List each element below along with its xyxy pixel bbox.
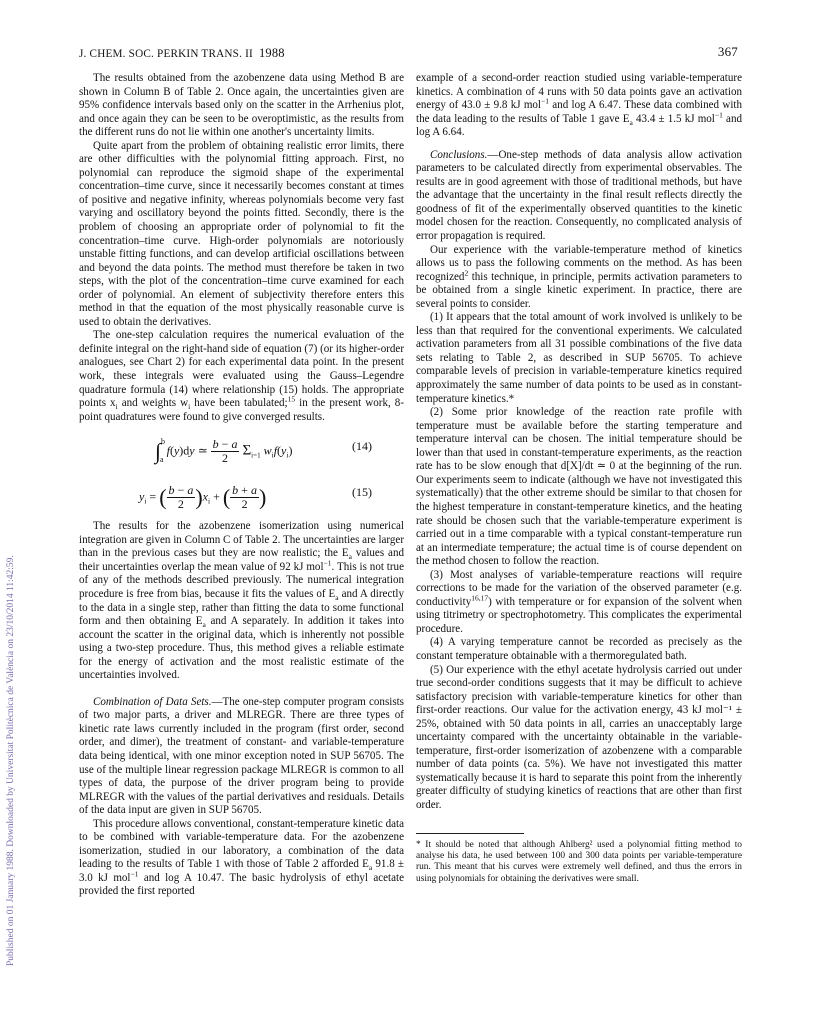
footnote-divider	[416, 833, 524, 834]
paragraph: The one-step calculation requires the numerical evaluation of the definite integral on the right-hand side of equation (7) (or its higher-order analogues, see Chart 2) for each experimental data point. In the present work, these integrals were evaluated using the Gauss–Legendre quadrature formula (14) where relationship (15) holds. The appropriate points $x_i$ and weights $w_i$ have been tabulated;$^{15}$ in the present work, 8-point quadratures were found to give converged results.	[79, 329, 404, 423]
publication-stamp	[6, 96, 18, 976]
section-title: Combination of Data Sets.	[93, 695, 212, 708]
section-paragraph: Conclusions.—One-step methods of data analysis allow activation parameters to be calculated directly from experimental observables. The results are in good agreement with those of traditional methods, but have the advantage that the uncertainty in the final result reflects directly the goodness of fit of the experimentally observed quantities to the kinetic model chosen for the reaction. Consequently, no complicated analysis of error propagation is required.	[416, 148, 742, 243]
publication-stamp-text: Published on 01 January 1988. Downloaded by Universitat Politècnica de València on 23/10/2014 11:42:59.	[6, 555, 16, 966]
list-item: (4) A varying temperature cannot be recorded as precisely as the constant temperature obtainable with a thermoregulated bath.	[416, 636, 742, 662]
paragraph: Quite apart from the problem of obtaining realistic error limits, there are other difficulties with the polynomial fitting approach. First, no polynomial can reproduce the sigmoid shape of the experimental concentration–time curve, since it necessarily becomes constant at times of positive and negative infinity, whereas polynomials become very fast varying and oscillatory beyond the points fitted. Secondly, there is the problem of choosing an appropriate order of polynomial to fit the concentration–time curve. High-order polynomials are notoriously unstable fitting functions, and can develop artificial oscillations between and beyond the data points. The method must therefore be taken in two steps, with the plot of the concentration–time curve examined for each order of polynomial. An element of subjectivity therefore enters this method in that the equation of the most physically reasonable curve is used to obtain the derivatives.	[79, 139, 404, 328]
paragraph: The results obtained from the azobenzene data using Method B are shown in Column B of Table 2. Once again, the uncertainties given are 95% confidence intervals based only on the scatter in the Arrhenius plot, and once again they can be seen to be overoptimistic, as the results from the different runs do not lie within one another's uncertainty limits.	[79, 72, 404, 139]
journal-name: J. CHEM. SOC. PERKIN TRANS. II 1988	[79, 46, 285, 60]
equation-14: ∫$^b_a$ f(y)dy ≃ $\frac{b - a}{2}$ $\Sigma_{i=1}$ $w_if(y_i)$ (14)	[155, 437, 372, 466]
running-header	[79, 46, 738, 62]
list-item: (3) Most analyses of variable-temperature reactions will require corrections to be made for the variation of the observed parameter (e.g. conductivity$^{16,17}$) with temperature or for expansion of the solvent when using titrimetry or spectrophotometry. This complicates the experimental procedure.	[416, 568, 742, 635]
paragraph: This procedure allows conventional, constant-temperature kinetic data to be combined with variable-temperature data. For the azobenzene isomerization, studied in our laboratory, a combination of the data leading to the results of Table 1 with those of Table 2 afforded $E_a$ 91.8 ± 3.0 kJ mol$^{-1}$ and log A 10.47. The basic hydrolysis of ethyl acetate provided the first reported	[79, 817, 404, 898]
citation[interactable]: 15	[287, 394, 296, 404]
list-item: (2) Some prior knowledge of the reaction rate profile with temperature must be available before the starting temperature and temperature interval can be chosen. The initial temperature should be lower than that used in constant-temperature experiments, as the reaction rate has to be slow enough that d[X]/dt ≃ 0 at the beginning of the run. Our experiments seem to indicate (although we have not investigated this systematically) that the other extreme should be similar to that chosen for the highest temperature in constant-temperature kinetics, and the heating rate should be chosen such that the variable-temperature experiment is carried out in a time comparable with a typical constant-temperature run at an intermediate temperature; the actual time is of course dependent on the method chosen to follow the reaction.	[416, 406, 742, 568]
footnote: * It should be noted that although Ahlberg² used a polynomial fitting method to analyse his data, he used between 100 and 300 data points per variable-temperature run. This meant that his curves were extremely well defined, and thus the errors in using polynomials for obtaining the derivatives were small.	[416, 839, 742, 884]
citation[interactable]: 16,17	[471, 593, 489, 603]
paragraph: The results for the azobenzene isomerization using numerical integration are given in Column C of Table 2. The uncertainties are larger than in the previous cases but they are now realistic; the $E_a$ values and their uncertainties overlap the mean value of 92 kJ mol$^{-1}$. This is not true of any of the methods described previously. The numerical integration procedure is free from bias, because it fits the values of $E_a$ and A directly to the data in a single step, rather than fitting the data to some functional form and then obtaining $E_a$ and A separately. In addition it takes into account the scatter in the original data, which is inherently not possible using a two-step procedure. Thus, this method gives a reliable estimate for the energy of activation and the most realistic estimate of the uncertainties involved.	[79, 520, 405, 682]
paragraph: Our experience with the variable-temperature method of kinetics allows us to pass the following comments on the method. As has been recognized$^2$ this technique, in principle, permits activation parameters to be obtained from a single kinetic experiment. In practice, there are several points to consider.	[416, 243, 742, 310]
equation-15: $y_i$ = ( $\frac{b - a}{2}$ )$x_i$ + ( $\frac{b + a}{2}$ ) (15)	[139, 483, 372, 512]
right-column	[416, 72, 742, 885]
section-title: Conclusions.	[430, 148, 488, 161]
page-number: 367	[717, 44, 738, 59]
left-column	[79, 72, 404, 899]
list-item: (1) It appears that the total amount of work involved is unlikely to be less than that required for the conventional experiments. We calculated activation parameters from all 31 possible combinations of the five data sets relating to Table 2, as described in SUP 56705. To achieve comparable levels of precision in variable-temperature kinetics required approximately the same number of data points to be used as in constant-temperature kinetics.*	[416, 311, 742, 405]
journal-year: 1988	[258, 46, 285, 60]
citation[interactable]: 2	[464, 267, 469, 277]
paragraph: example of a second-order reaction studied using variable-temperature kinetics. A combination of 4 runs with 50 data points gave an activation energy of 43.0 ± 9.8 kJ mol$^{-1}$ and log A 6.47. These data combined with the data leading to the results of Table 1 gave $E_a$ 43.4 ± 1.5 kJ mol$^{-1}$ and log A 6.64.	[416, 72, 742, 139]
list-item: (5) Our experience with the ethyl acetate hydrolysis carried out under true second-order conditions suggests that it may be difficult to achieve satisfactory precision with variable-temperature kinetics for other than first-order reactions. Our value for the activation energy, 43 kJ mol⁻¹ ± 25%, obtained with 50 data points in all, carries an unacceptably large uncertainty compared with the uncertainty obtainable in the variable-temperature, first-order isomerization of azobenzene with a comparable number of data points (ca. 5%). We have not investigated this matter systematically because it is hard to separate this point from the inherently greater difficulty of studying kinetics of reactions that are other than first order.	[416, 663, 742, 811]
equation-number: (15)	[352, 485, 372, 500]
section-paragraph: Combination of Data Sets.—The one-step computer program consists of two major parts, a driver and MLREGR. There are three types of kinetic rate laws currently included in the program (first order, second order, and dimer), the treatment of constant- and variable-temperature data being identical, with one minor exception noted in SUP 56705. The use of the multiple linear regression package MLREGR is common to all types of data, the purpose of the driver program being to provide MLREGR with the values of the partial derivatives and residuals. Details of the data input are given in SUP 56705.	[79, 695, 404, 817]
equation-number: (14)	[352, 439, 372, 454]
